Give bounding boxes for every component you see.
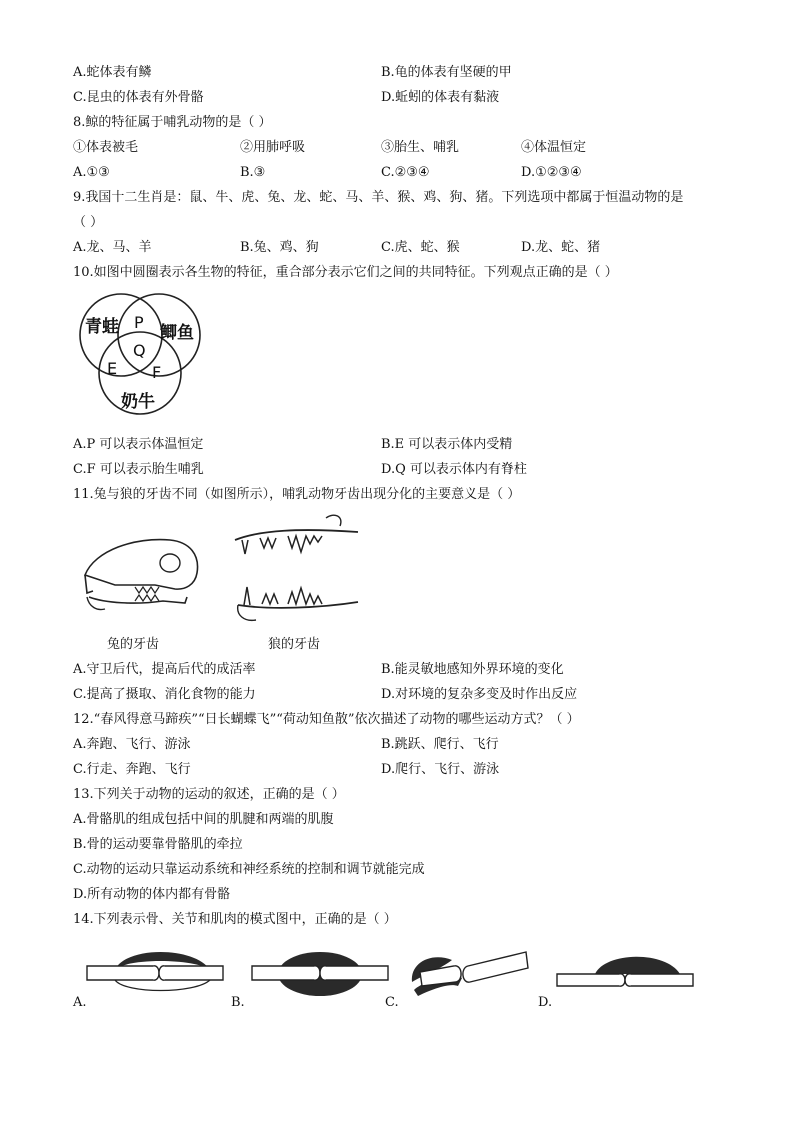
q14-label-a: A. [73, 995, 87, 1010]
q8-item-1: ①体表被毛 [73, 140, 139, 155]
q12-stem: 12.“春风得意马蹄疾”“日长蝴蝶飞”“荷动知鱼散”依次描述了动物的哪些运动方式？（ ） [73, 712, 580, 727]
q8-item-2: ②用肺呼吸 [240, 140, 306, 155]
q12-option-b: B.跳跃、爬行、飞行 [381, 737, 499, 752]
venn-region-p: P [134, 313, 144, 332]
q8-stem: 8.鲸的特征属于哺乳动物的是（ ） [73, 115, 272, 130]
joint-diagram-b [250, 942, 390, 1002]
q10-option-c: C.F 可以表示胎生哺乳 [73, 462, 204, 477]
q14-label-c: C. [385, 995, 399, 1010]
q9-option-b: B.兔、鸡、狗 [240, 240, 319, 255]
q14-label-d: D. [538, 995, 553, 1010]
q12-option-a: A.奔跑、飞行、游泳 [73, 737, 191, 752]
venn-region-f: F [152, 363, 162, 382]
q10-option-d: D.Q 可以表示体内有脊柱 [381, 462, 527, 477]
q13-option-d: D.所有动物的体内都有骨骼 [73, 887, 231, 902]
q9-stem-line1: 9.我国十二生肖是：鼠、牛、虎、兔、龙、蛇、马、羊、猴、鸡、狗、猪。下列选项中都属于恒温动物的是 [73, 190, 684, 205]
q13-option-a: A.骨骼肌的组成包括中间的肌腱和两端的肌腹 [73, 812, 334, 827]
venn-label-fish: 鲫鱼 [160, 323, 194, 343]
q11-option-c: C.提高了摄取、消化食物的能力 [73, 687, 256, 702]
q9-option-c: C.虎、蛇、猴 [381, 240, 460, 255]
joint-diagram-d [555, 942, 695, 1002]
rabbit-skull-illustration [75, 515, 210, 630]
q8-option-b: B.③ [240, 165, 266, 180]
q9-option-d: D.龙、蛇、猪 [521, 240, 601, 255]
q11-option-a: A.守卫后代，提高后代的成活率 [73, 662, 256, 677]
joint-diagram-a [85, 942, 225, 1002]
q14-stem: 14.下列表示骨、关节和肌肉的模式图中，正确的是（ ） [73, 912, 397, 927]
q11-option-d: D.对环境的复杂多变及时作出反应 [381, 687, 578, 702]
q12-option-c: C.行走、奔跑、飞行 [73, 762, 191, 777]
q7-option-a: A.蛇体表有鳞 [73, 65, 152, 80]
q8-option-d: D.①②③④ [521, 165, 582, 180]
q7-option-d: D.蚯蚓的体表有黏液 [381, 90, 500, 105]
venn-label-cow: 奶牛 [121, 392, 155, 412]
q11-option-b: B.能灵敏地感知外界环境的变化 [381, 662, 564, 677]
caption-rabbit: 兔的牙齿 [107, 637, 160, 652]
caption-wolf: 狼的牙齿 [268, 637, 321, 652]
q13-option-b: B.骨的运动要靠骨骼肌的牵拉 [73, 837, 243, 852]
q9-option-a: A.龙、马、羊 [73, 240, 152, 255]
q10-option-b: B.E 可以表示体内受精 [381, 437, 513, 452]
q10-option-a: A.P 可以表示体温恒定 [73, 437, 204, 452]
q11-stem: 11.兔与狼的牙齿不同（如图所示），哺乳动物牙齿出现分化的主要意义是（ ） [73, 487, 521, 502]
joint-diagram-c [402, 942, 532, 1002]
q8-option-a: A.①③ [73, 165, 110, 180]
q8-item-3: ③胎生、哺乳 [381, 140, 460, 155]
q13-option-c: C.动物的运动只靠运动系统和神经系统的控制和调节就能完成 [73, 862, 425, 877]
q14-label-b: B. [231, 995, 245, 1010]
venn-label-frog: 青蛙 [85, 317, 119, 337]
q7-option-c: C.昆虫的体表有外骨骼 [73, 90, 204, 105]
q7-option-b: B.龟的体表有坚硬的甲 [381, 65, 512, 80]
wolf-teeth-illustration [230, 510, 365, 630]
q9-stem-line2: （ ） [73, 215, 104, 230]
q8-option-c: C.②③④ [381, 165, 430, 180]
q10-stem: 10.如图中圆圈表示各生物的特征，重合部分表示它们之间的共同特征。下列观点正确的是（ ） [73, 265, 618, 280]
venn-region-q: Q [133, 341, 146, 360]
q13-stem: 13.下列关于动物的运动的叙述，正确的是（ ） [73, 787, 345, 802]
q8-item-4: ④体温恒定 [521, 140, 587, 155]
venn-region-e: E [107, 359, 118, 378]
q12-option-d: D.爬行、飞行、游泳 [381, 762, 500, 777]
venn-diagram [73, 290, 208, 420]
